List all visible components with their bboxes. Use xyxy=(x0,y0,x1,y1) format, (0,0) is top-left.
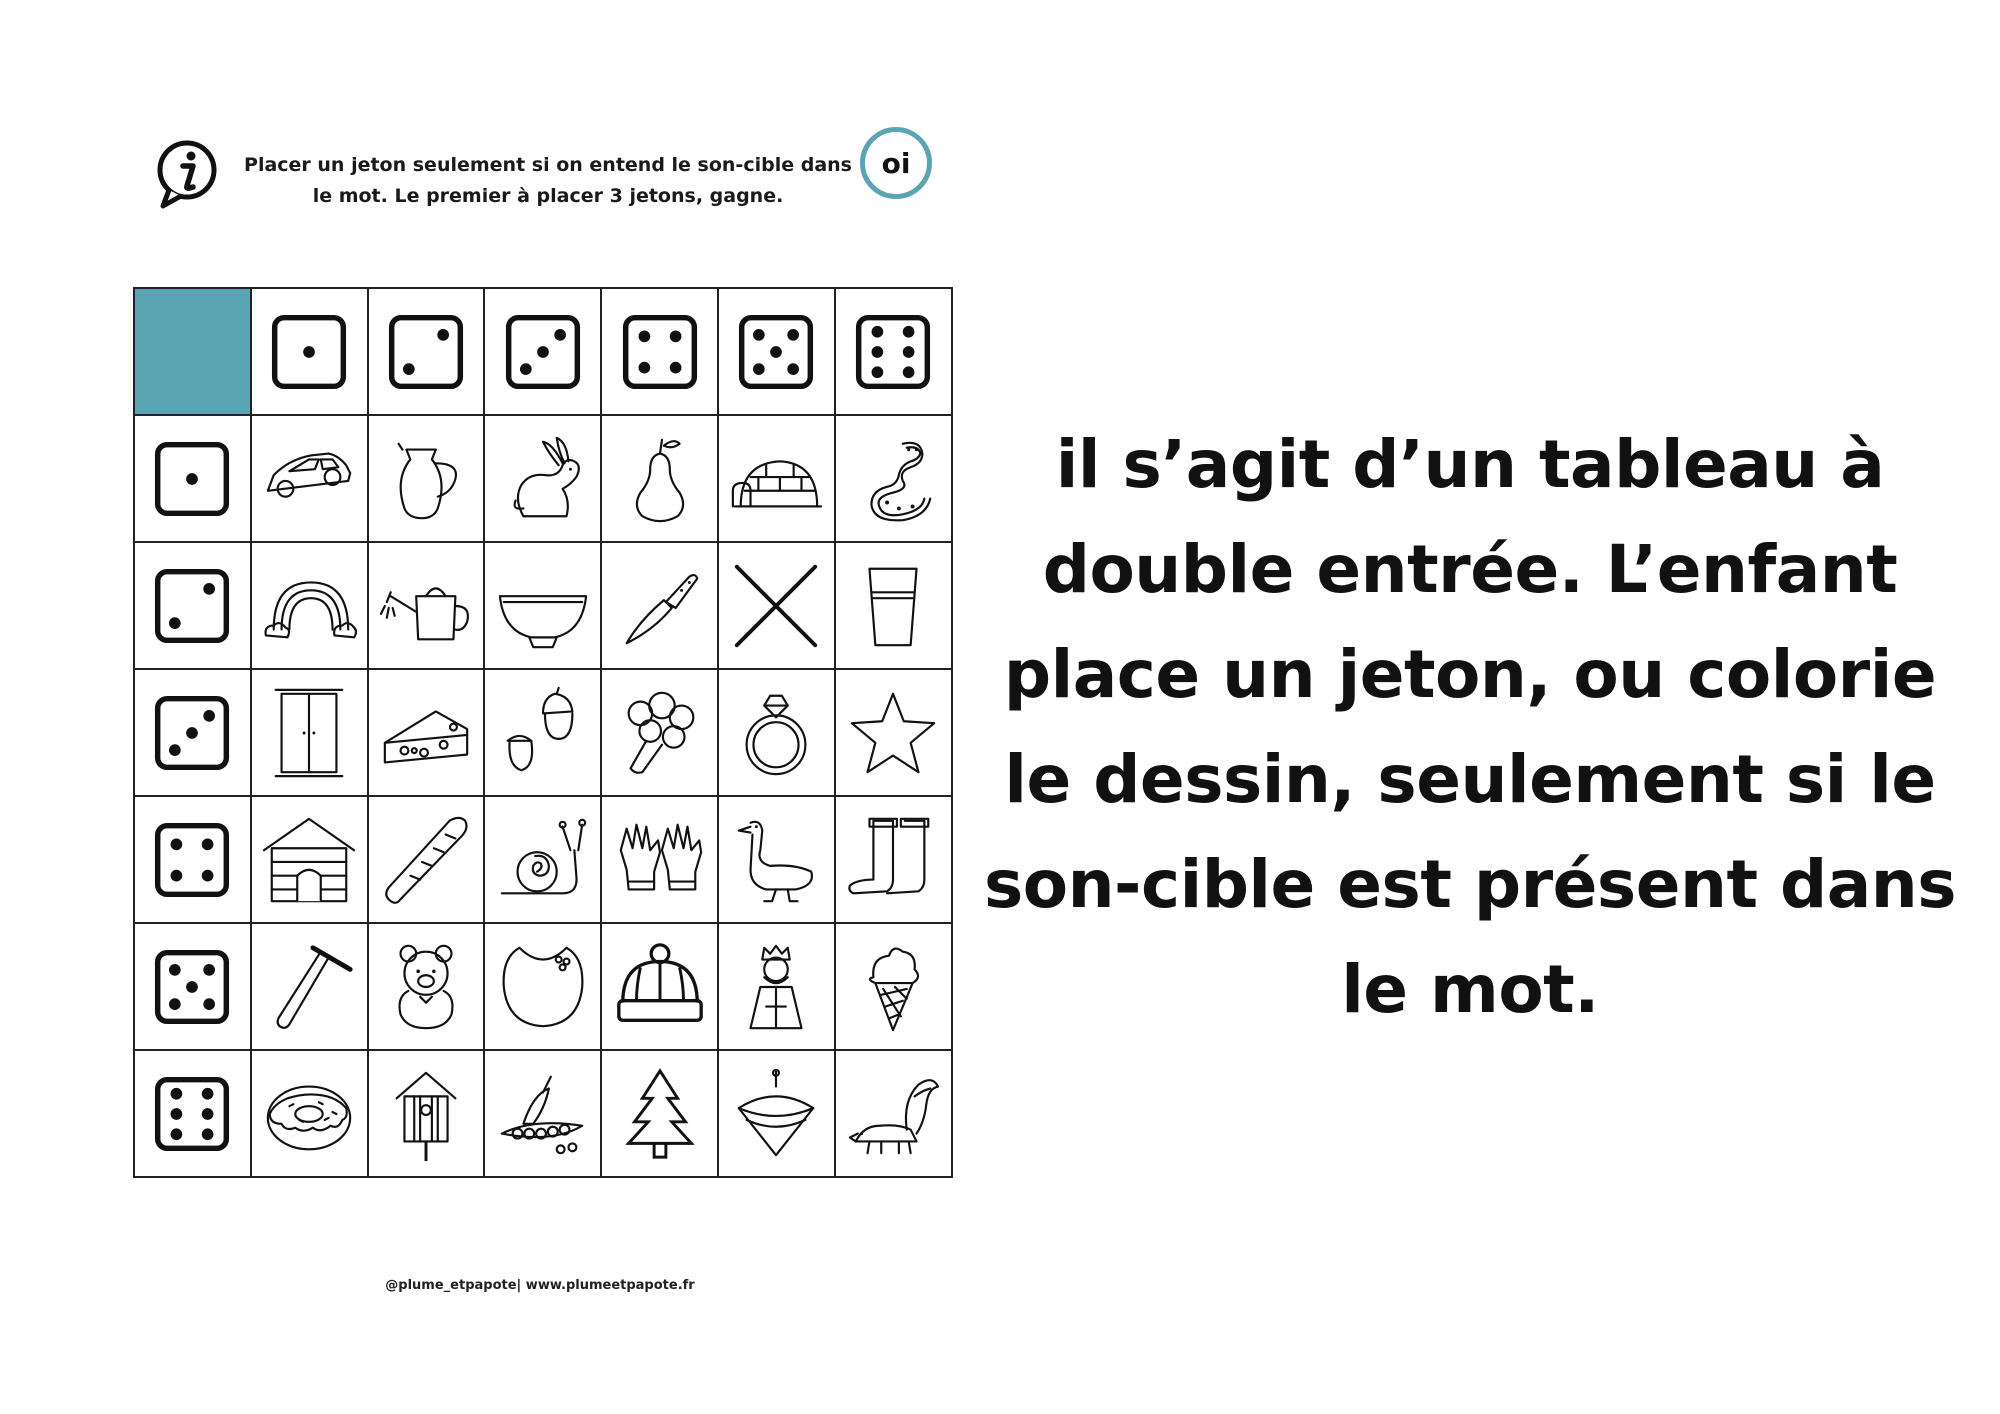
double-entry-grid xyxy=(133,287,953,1178)
target-sound-label: oi xyxy=(881,146,911,180)
column-die-4-icon xyxy=(601,288,718,415)
pear-icon[interactable] xyxy=(601,415,718,542)
pitcher-icon[interactable] xyxy=(368,415,485,542)
gloves-icon[interactable] xyxy=(601,796,718,923)
column-die-6-icon xyxy=(835,288,952,415)
spinning-top-icon[interactable] xyxy=(718,1050,835,1177)
grid-header-row xyxy=(134,288,952,415)
grid-corner-cell xyxy=(134,288,251,415)
broccoli-icon[interactable] xyxy=(601,669,718,796)
fir-tree-icon[interactable] xyxy=(601,1050,718,1177)
grid-row xyxy=(134,542,952,669)
column-die-2-icon xyxy=(368,288,485,415)
row-die-4-icon xyxy=(134,796,251,923)
row-die-1-icon xyxy=(134,415,251,542)
snake-icon[interactable] xyxy=(835,415,952,542)
row-die-5-icon xyxy=(134,923,251,1050)
glass-icon[interactable] xyxy=(835,542,952,669)
rainbow-icon[interactable] xyxy=(251,542,368,669)
skunk-icon[interactable] xyxy=(835,1050,952,1177)
boots-icon[interactable] xyxy=(835,796,952,923)
column-die-1-icon xyxy=(251,288,368,415)
snail-icon[interactable] xyxy=(484,796,601,923)
grid-row xyxy=(134,796,952,923)
wardrobe-icon[interactable] xyxy=(251,669,368,796)
goose-icon[interactable] xyxy=(718,796,835,923)
donut-icon[interactable] xyxy=(251,1050,368,1177)
bib-icon[interactable] xyxy=(484,923,601,1050)
baguette-icon[interactable] xyxy=(368,796,485,923)
acorn-icon[interactable] xyxy=(484,669,601,796)
target-sound-badge xyxy=(860,127,932,199)
instruction-text: Placer un jeton seulement si on entend le son-cible dans le mot. Le premier à placer 3 jetons, gagne. xyxy=(244,154,852,207)
igloo-icon[interactable] xyxy=(718,415,835,542)
grid-row xyxy=(134,669,952,796)
column-die-5-icon xyxy=(718,288,835,415)
ring-icon[interactable] xyxy=(718,669,835,796)
column-die-3-icon xyxy=(484,288,601,415)
birdhouse-icon[interactable] xyxy=(368,1050,485,1177)
razor-icon[interactable] xyxy=(251,923,368,1050)
star-icon[interactable] xyxy=(835,669,952,796)
bowl-icon[interactable] xyxy=(484,542,601,669)
grid-row xyxy=(134,415,952,542)
row-die-2-icon xyxy=(134,542,251,669)
explanation-text: il s’agit d’un tableau à double entrée. L’enfant place un jeton, ou colorie le dessin, seulement si le son-cible est présent dans le mot. xyxy=(983,426,1957,1028)
ice-cream-icon[interactable] xyxy=(835,923,952,1050)
knife-icon[interactable] xyxy=(601,542,718,669)
grid-row xyxy=(134,1050,952,1177)
watering-can-icon[interactable] xyxy=(368,542,485,669)
car-icon[interactable] xyxy=(251,415,368,542)
king-icon[interactable] xyxy=(718,923,835,1050)
doghouse-icon[interactable] xyxy=(251,796,368,923)
peas-icon[interactable] xyxy=(484,1050,601,1177)
teddy-bear-icon[interactable] xyxy=(368,923,485,1050)
beanie-icon[interactable] xyxy=(601,923,718,1050)
row-die-3-icon xyxy=(134,669,251,796)
row-die-6-icon xyxy=(134,1050,251,1177)
cross-icon[interactable] xyxy=(718,542,835,669)
footer-credits: @plume_etpapote| www.plumeetpapote.fr xyxy=(385,1278,695,1293)
grid-row xyxy=(134,923,952,1050)
info-icon xyxy=(155,138,223,210)
rabbit-icon[interactable] xyxy=(484,415,601,542)
cheese-icon[interactable] xyxy=(368,669,485,796)
